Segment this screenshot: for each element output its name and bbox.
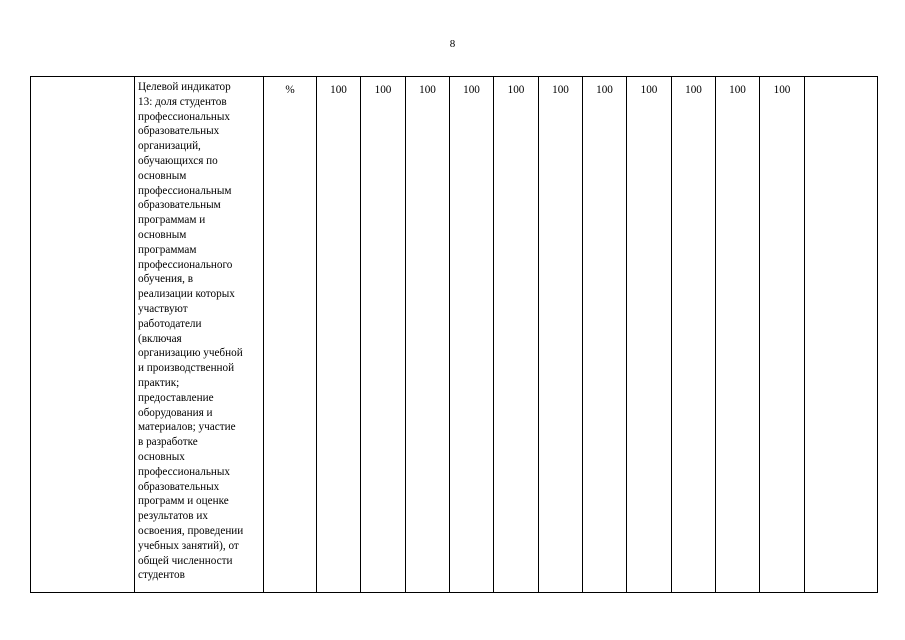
description-line: программ и оценке — [138, 495, 229, 508]
description-line: профессиональных — [138, 465, 231, 478]
value-cell: 100 — [317, 77, 361, 593]
value-cell: 100 — [361, 77, 406, 593]
description-line: освоения, проведении — [138, 524, 244, 537]
description-line: обучения, в — [138, 273, 194, 286]
description-line: основных — [138, 450, 185, 463]
description-line: материалов; участие — [138, 421, 236, 434]
description-line: предоставление — [138, 391, 214, 404]
unit-cell: % — [264, 77, 317, 593]
description-line: участвуют — [138, 302, 188, 315]
description-line: Целевой индикатор — [138, 81, 231, 93]
indicator-table — [30, 76, 878, 593]
description-line: в разработке — [138, 436, 198, 449]
description-line: профессионального — [138, 258, 233, 271]
description-line: и производственной — [138, 362, 235, 375]
description-line: образовательным — [138, 199, 221, 212]
description-line: оборудования и — [138, 406, 213, 419]
indicator-description-cell — [135, 77, 264, 593]
value-cell: 100 — [627, 77, 672, 593]
value-cell: 100 — [406, 77, 450, 593]
page-number: 8 — [449, 38, 456, 50]
description-line: образовательных — [138, 480, 220, 493]
value-cell: 100 — [494, 77, 539, 593]
table-row — [31, 77, 878, 593]
description-line: 13: доля студентов — [138, 95, 227, 108]
description-line: (включая — [138, 332, 182, 345]
value-cell: 100 — [539, 77, 583, 593]
empty-cell-last — [805, 77, 878, 593]
description-line: общей численности — [138, 554, 233, 567]
description-line: практик; — [138, 376, 180, 389]
value-cell: 100 — [760, 77, 805, 593]
description-line: учебных занятий), от — [138, 539, 239, 552]
description-line: организацию учебной — [138, 347, 243, 360]
description-line: образовательных — [138, 125, 220, 138]
value-cell: 100 — [583, 77, 627, 593]
description-line: работодатели — [138, 317, 202, 330]
description-line: программам и — [138, 214, 206, 227]
description-line: профессиональным — [138, 184, 232, 197]
description-line: основным — [138, 228, 187, 241]
description-line: организаций, — [138, 140, 201, 153]
description-line: основным — [138, 169, 187, 182]
value-cell: 100 — [716, 77, 760, 593]
description-line: обучающихся по — [138, 154, 218, 167]
empty-cell-first — [31, 77, 135, 593]
value-cell: 100 — [450, 77, 494, 593]
description-line: программам — [138, 243, 197, 256]
description-line: студентов — [138, 569, 185, 582]
description-line: результатов их — [138, 510, 208, 523]
value-cell: 100 — [672, 77, 716, 593]
description-line: профессиональных — [138, 110, 231, 123]
description-line: реализации которых — [138, 288, 235, 301]
